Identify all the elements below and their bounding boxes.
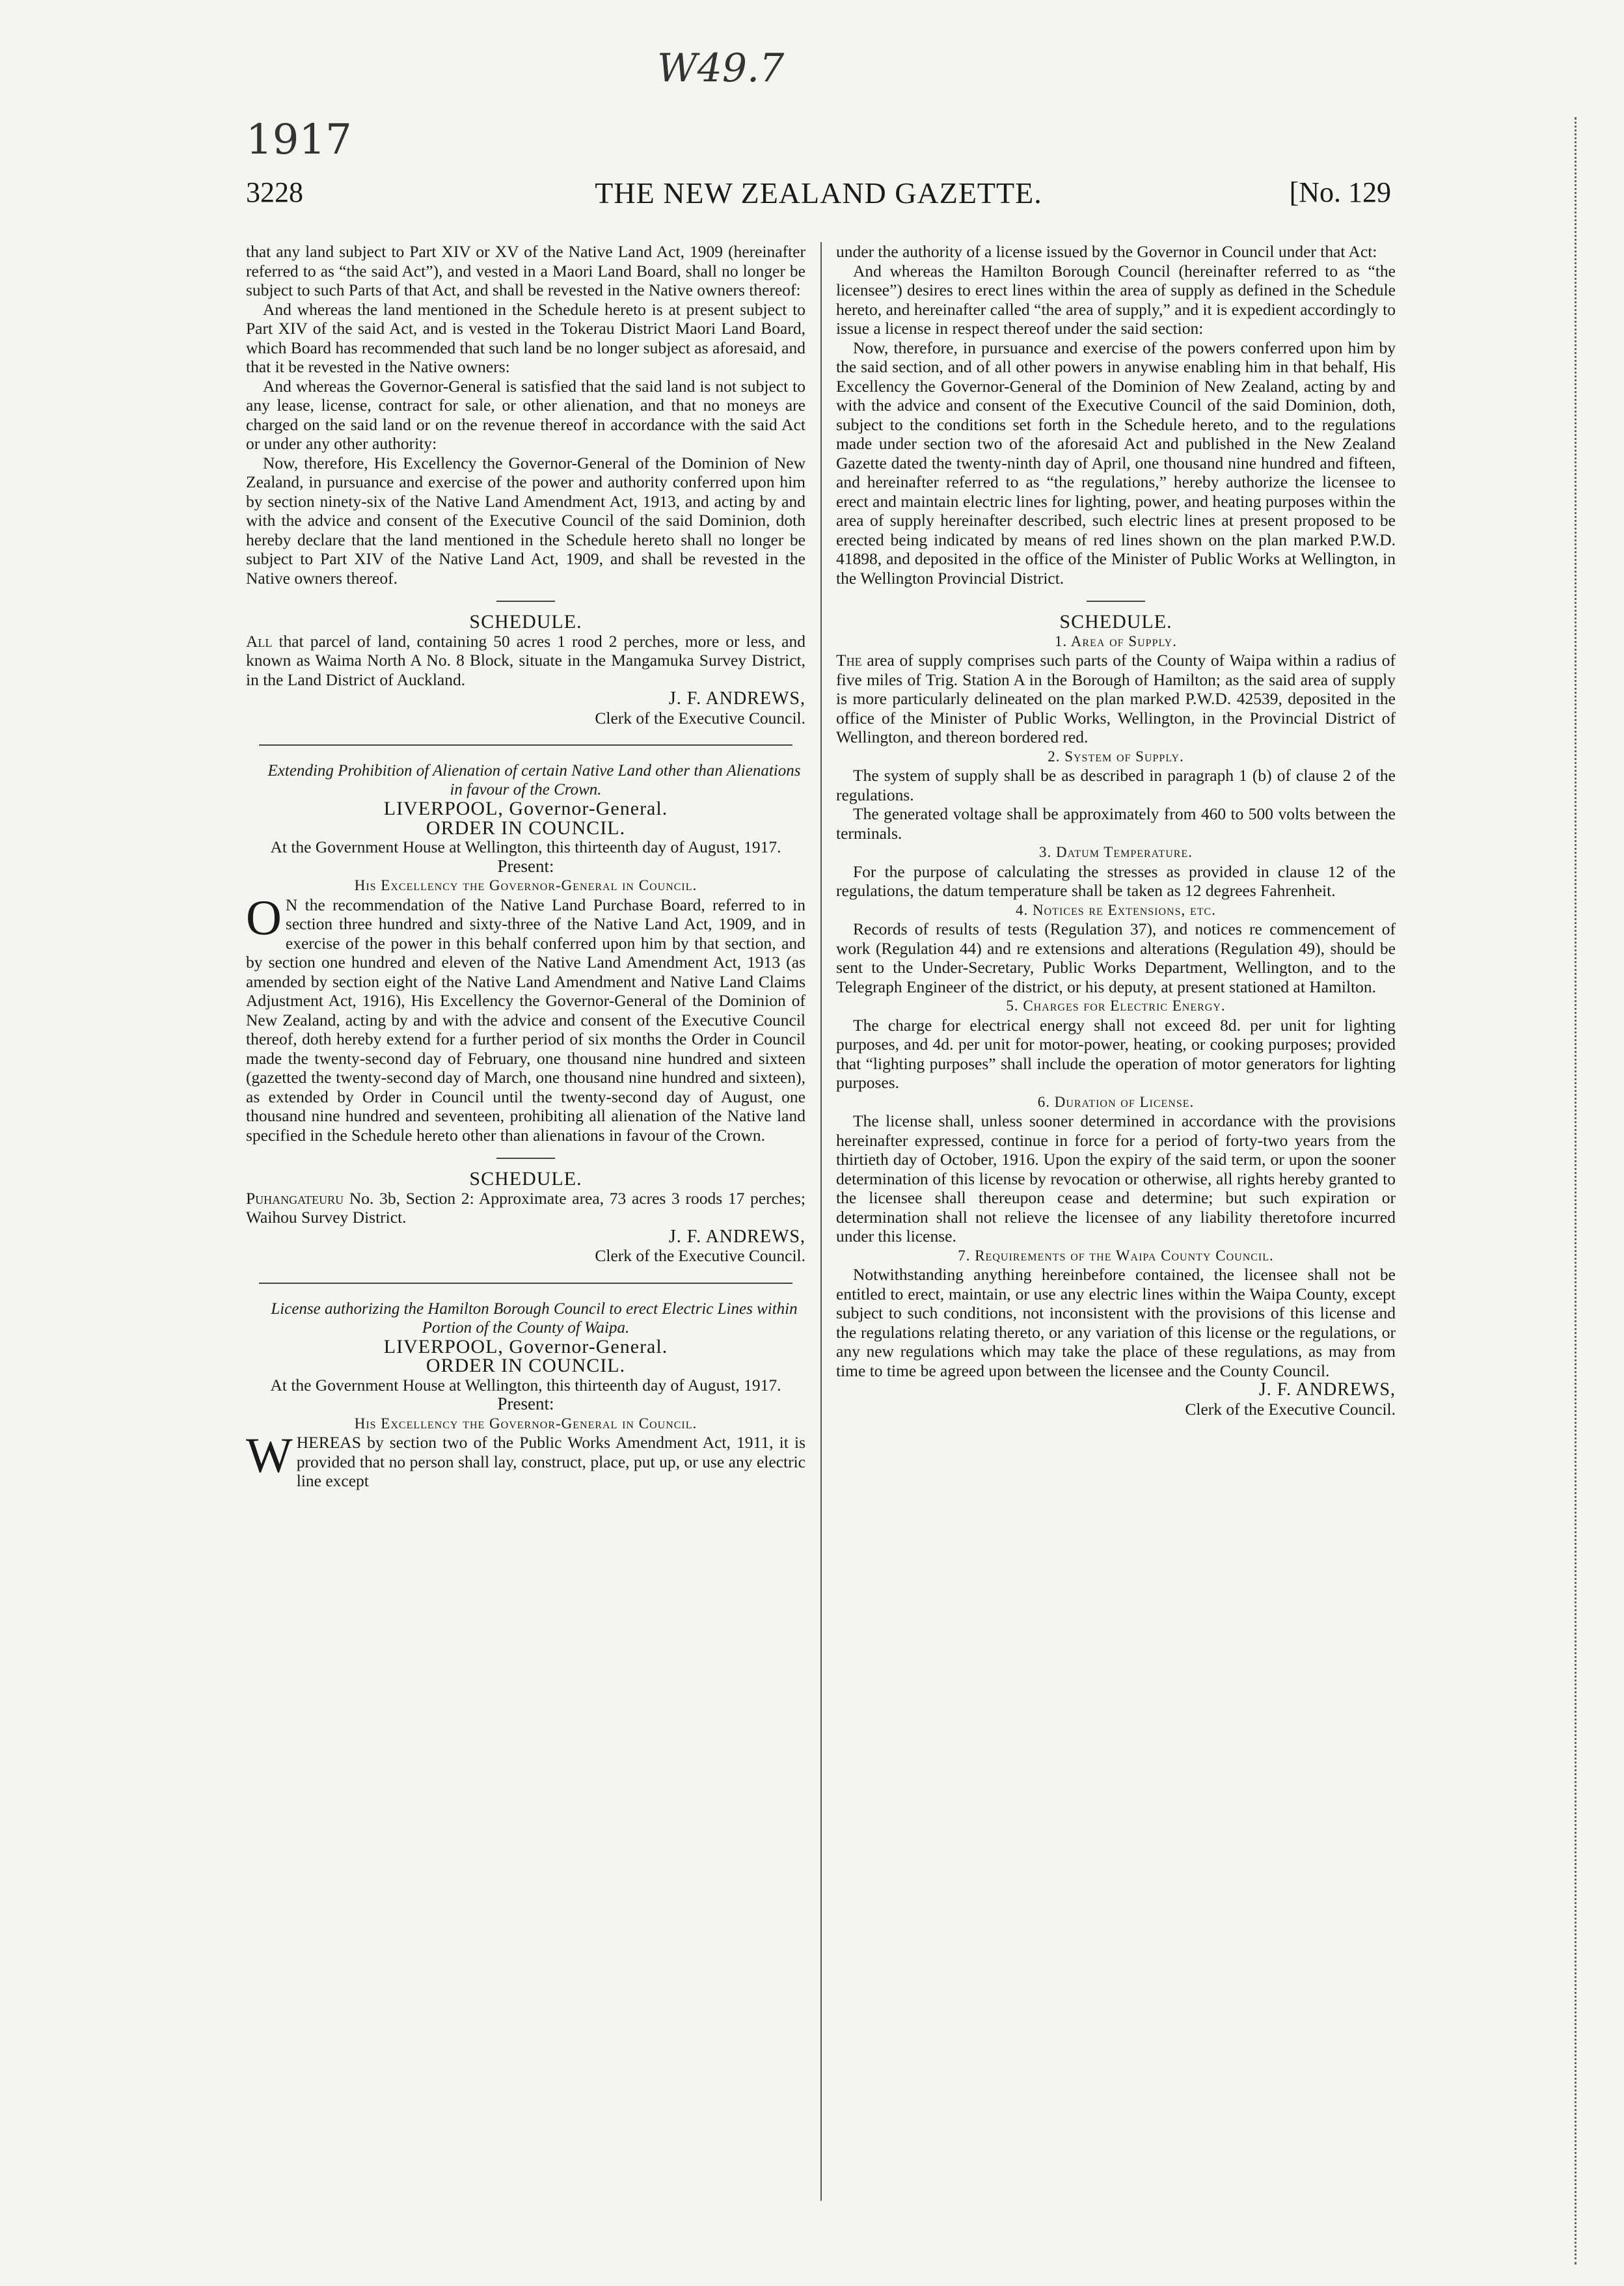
column-divider bbox=[820, 242, 822, 2201]
order-title: ORDER IN COUNCIL. bbox=[426, 817, 626, 839]
left-column bbox=[246, 242, 805, 1491]
order-subject: License authorizing the Hamilton Borough Council to erect Electric Lines within Portion of the County of Waipa. bbox=[271, 1299, 798, 1337]
section-rule bbox=[259, 744, 792, 746]
short-rule bbox=[496, 601, 555, 602]
clause-text: The generated voltage shall be approximately from 460 to 500 volts between the terminals. bbox=[836, 804, 1396, 843]
section-rule bbox=[259, 1283, 792, 1284]
page-header bbox=[246, 176, 1391, 221]
signature-name: J. F. ANDREWS, bbox=[1258, 1380, 1396, 1400]
signature-title: Clerk of the Executive Council. bbox=[1185, 1399, 1396, 1419]
paragraph: And whereas the Hamilton Borough Council (hereinafter referred to as “the licensee”) desires to erect lines within the area of supply as defined in the Schedule hereto, and hereinafter called “the area of supply,” and it is expedient accordingly to issue a license in respect thereof under the said section: bbox=[836, 261, 1396, 338]
governor-line: LIVERPOOL, Governor-General. bbox=[383, 798, 668, 819]
schedule-heading: SCHEDULE. bbox=[469, 611, 582, 633]
clause-heading: 1. Area of Supply. bbox=[1055, 633, 1177, 649]
schedule-text bbox=[246, 632, 805, 690]
page-number: 3228 bbox=[246, 176, 303, 208]
right-column bbox=[836, 242, 1396, 1419]
schedule-lead: All bbox=[246, 631, 273, 651]
signature-title: Clerk of the Executive Council. bbox=[595, 708, 805, 728]
order-place-date: At the Government House at Wellington, this thirteenth day of August, 1917. bbox=[270, 1375, 781, 1395]
his-excellency-line: His Excellency the Governor-General in Council. bbox=[354, 877, 697, 893]
governor-line: LIVERPOOL, Governor-General. bbox=[383, 1335, 668, 1357]
clause-body: area of supply comprises such parts of the County of Waipa within a radius of five miles of Trig. Station A in the Borough of Hamilton; as the said area of supply is more particularly delineated on the plan marked P.W.D. 42539, deposited in the office of the Minister of Public Works, Wellington, in the Provincial District of Wellington, and thereon bordered red. bbox=[836, 651, 1396, 746]
page-edge-binding bbox=[1549, 117, 1577, 2265]
drop-cap: W bbox=[246, 1428, 293, 1483]
clause-heading: 5. Charges for Electric Energy. bbox=[1006, 998, 1226, 1014]
signature-name: J. F. ANDREWS, bbox=[668, 1226, 805, 1247]
present-label: Present: bbox=[497, 856, 554, 876]
order-body bbox=[246, 890, 805, 1145]
schedule-body: No. 3b, Section 2: Approximate area, 73 acres 3 roods 17 perches; Waihou Survey District. bbox=[246, 1188, 805, 1227]
clause-text: For the purpose of calculating the stresses as provided in clause 12 of the regulations, the datum temperature shall be taken as 12 degrees Fahrenheit. bbox=[836, 862, 1396, 900]
issue-number: [No. 129 bbox=[1289, 176, 1391, 208]
clause-text: The license shall, unless sooner determined in accordance with the provisions hereinafter expressed, continue in force for a period of forty-two years from the thirtieth day of October, 1916. Upon the expiry of the said term, or upon the sooner determination of this license by revocation or otherwise, all rights hereby granted to the licensee shall thereupon cease and determine; but such expiration or determination shall not relieve the licensee of any liability theretofore incurred under this license. bbox=[836, 1111, 1396, 1245]
clause-heading: 2. System of Supply. bbox=[1048, 748, 1184, 765]
his-excellency-line: His Excellency the Governor-General in Council. bbox=[354, 1415, 697, 1432]
clause-text bbox=[836, 651, 1396, 747]
paragraph: Now, therefore, His Excellency the Governor-General of the Dominion of New Zealand, in pursuance and exercise of the power and authority conferred upon him by section ninety-six of the Native Land Amendment Act, 1913, and acting by and with the advice and consent of the Executive Council of the said Dominion, doth hereby declare that the land mentioned in the Schedule hereto shall no longer be subject to Part XIV of the Native Land Act, 1909, and shall be revested in the Native owners thereof. bbox=[246, 453, 805, 588]
clause-text: The system of supply shall be as described in paragraph 1 (b) of clause 2 of the regulations. bbox=[836, 766, 1396, 804]
schedule-text bbox=[246, 1189, 805, 1227]
short-rule bbox=[1087, 601, 1145, 602]
schedule-lead: Puhangateuru bbox=[246, 1188, 344, 1208]
schedule-body: that parcel of land, containing 50 acres 1 rood 2 perches, more or less, and known as Waima North A No. 8 Block, situate in the Mangamuka Survey District, in the Land District of Auckland. bbox=[246, 631, 805, 689]
short-rule bbox=[496, 1158, 555, 1159]
clause-lead: The bbox=[836, 651, 862, 670]
drop-cap: O bbox=[246, 890, 282, 946]
clause-heading: 7. Requirements of the Waipa County Council. bbox=[958, 1247, 1274, 1264]
paragraph: And whereas the land mentioned in the Schedule hereto is at present subject to Part XIV of the said Act, and is vested in the Tokerau District Maori Land Board, which Board has recommended that such land be no longer subject as aforesaid, and that it be revested in the Native owners: bbox=[246, 299, 805, 376]
clause-text: Records of results of tests (Regulation 37), and notices re commencement of work (Regulation 44) and re extensions and alterations (Regulation 49), should be sent to the Under-Secretary, Public Works Department, Wellington, and to the Telegraph Engineer of the district, or his deputy, at present stationed at Hamilton. bbox=[836, 919, 1396, 996]
handwritten-year: 1917 bbox=[246, 116, 352, 164]
order-subject: Extending Prohibition of Alienation of certain Native Land other than Alienations in favour of the Crown. bbox=[267, 762, 801, 798]
paragraph: that any land subject to Part XIV or XV of the Native Land Act, 1909 (hereinafter referred to as “the said Act”), and vested in a Maori Land Board, shall no longer be subject to such Parts of that Act, and shall be revested in the Native owners thereof: bbox=[246, 242, 805, 299]
clause-heading: 6. Duration of License. bbox=[1037, 1093, 1195, 1110]
paragraph: under the authority of a license issued by the Governor in Council under that Act: bbox=[836, 242, 1377, 261]
gazette-title: THE NEW ZEALAND GAZETTE. bbox=[595, 176, 1042, 210]
order-body-text: N the recommendation of the Native Land Purchase Board, referred to in section three hundred and sixty-three of the Native Land Act, 1909, and in exercise of the power in this behalf conferred upon him by that section, and by section one hundred and eleven of the Native Land Amendment Act, 1913 (as amended by section eight of the Native Land Amendment and Native Land Claims Adjustment Act, 1916), His Excellency the Governor-General of the Dominion of New Zealand, acting by and with the advice and consent of the Executive Council thereof, doth hereby extend for a further period of six months the Order in Council made the twenty-second day of February, one thousand nine hundred and sixteen (gazetted the twenty-second day of March, one thousand nine hundred and sixteen), as extended by Order in Council until the twenty-second day of August, one thousand nine hundred and seventeen, prohibiting all alienation of the Native land specified in the Schedule hereto other than alienations in favour of the Crown. bbox=[246, 895, 805, 1145]
order-place-date: At the Government House at Wellington, this thirteenth day of August, 1917. bbox=[270, 837, 781, 856]
signature-title: Clerk of the Executive Council. bbox=[595, 1246, 805, 1265]
order-body-text: HEREAS by section two of the Public Works Amendment Act, 1911, it is provided that no person shall lay, construct, place, put up, or use any electric line except bbox=[296, 1433, 805, 1490]
clause-heading: 4. Notices re Extensions, etc. bbox=[1016, 901, 1216, 918]
clause-text: The charge for electrical energy shall not exceed 8d. per unit for lighting purposes, and 4d. per unit for motor-power, heating, or cooking purposes; provided that “lighting purposes” shall include the operation of motor generators for lighting purposes. bbox=[836, 1015, 1396, 1092]
paragraph: And whereas the Governor-General is satisfied that the said land is not subject to any lease, license, contract for sale, or other alienation, and that no moneys are charged on the said land or on the revenue thereof in accordance with the said Act or under any other authority: bbox=[246, 376, 805, 453]
schedule-heading: SCHEDULE. bbox=[469, 1168, 582, 1190]
order-title: ORDER IN COUNCIL. bbox=[426, 1355, 626, 1376]
present-label: Present: bbox=[497, 1394, 554, 1413]
handwritten-top-note: W49.7 bbox=[657, 46, 785, 91]
signature-name: J. F. ANDREWS, bbox=[668, 688, 805, 709]
schedule-heading: SCHEDULE. bbox=[1059, 611, 1172, 633]
paragraph: Now, therefore, in pursuance and exercise of the powers conferred upon him by the said section, and of all other powers in anywise enabling him in that behalf, His Excellency the Governor-General of the Dominion of New Zealand, acting by and with the advice and consent of the Executive Council of the said Dominion, doth, subject to the conditions set forth in the Schedule hereto, and to the regulations made under section two of the aforesaid Act and published in the New Zealand Gazette dated the twenty-ninth day of April, one thousand nine hundred and fifteen, and hereinafter referred to as “the regulations,” hereby authorize the licensee to erect and maintain electric lines for lighting, power, and heating purposes within the area of supply hereinafter described, such electric lines at present proposed to be erected being indicated by means of red lines shown on the plan marked P.W.D. 41898, and deposited in the office of the Minister of Public Works at Wellington, in the Wellington Provincial District. bbox=[836, 338, 1396, 588]
clause-heading: 3. Datum Temperature. bbox=[1039, 844, 1193, 860]
order-body bbox=[246, 1428, 805, 1491]
clause-text: Notwithstanding anything hereinbefore contained, the licensee shall not be entitled to erect, maintain, or use any electric lines within the Waipa County, except subject to such conditions, not inconsistent with the provisions of this license and the regulations relating thereto, or any variation of this license or the regulations, or any new regulations which may take the place of these regulations, as may from time to time be agreed upon between the licensee and the County Council. bbox=[836, 1265, 1396, 1380]
